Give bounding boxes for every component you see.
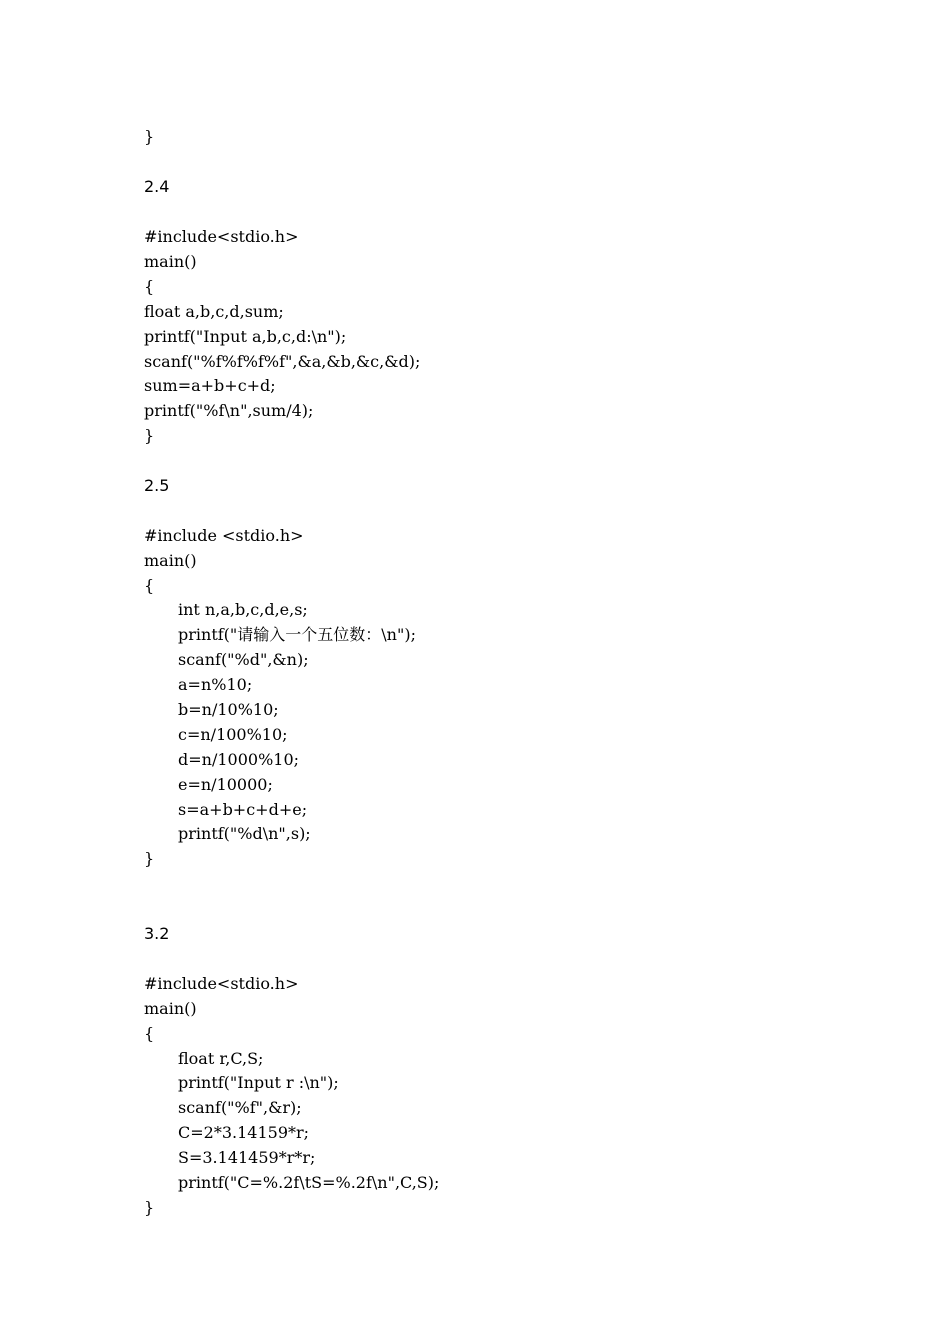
code-line: #include<stdio.h>: [144, 974, 299, 993]
section-heading: 3.2: [144, 924, 170, 943]
code-line: sum=a+b+c+d;: [144, 376, 276, 395]
code-line: {: [144, 1024, 155, 1043]
code-line: {: [144, 576, 155, 595]
code-line: printf("请输入一个五位数：\n");: [178, 625, 416, 644]
code-line: printf("%d\n",s);: [178, 824, 311, 843]
code-line: #include <stdio.h>: [144, 526, 304, 545]
code-line: int n,a,b,c,d,e,s;: [178, 600, 308, 619]
section-heading: 2.4: [144, 177, 170, 196]
code-line: main(): [144, 551, 197, 570]
code-line: printf("Input r :\n");: [178, 1073, 339, 1092]
code-line: C=2*3.14159*r;: [178, 1123, 310, 1142]
code-line: S=3.141459*r*r;: [178, 1148, 316, 1167]
code-line: e=n/10000;: [178, 775, 273, 794]
code-line: }: [144, 127, 155, 146]
code-line: }: [144, 1198, 155, 1217]
code-line: }: [144, 426, 155, 445]
code-line: printf("%f\n",sum/4);: [144, 401, 314, 420]
code-line: c=n/100%10;: [178, 725, 288, 744]
code-line: main(): [144, 999, 197, 1018]
code-line: float r,C,S;: [178, 1049, 264, 1068]
code-line: a=n%10;: [178, 675, 253, 694]
code-line: s=a+b+c+d+e;: [178, 800, 308, 819]
code-line: scanf("%f",&r);: [178, 1098, 302, 1117]
code-line: main(): [144, 252, 197, 271]
code-line: float a,b,c,d,sum;: [144, 302, 284, 321]
section-heading: 2.5: [144, 476, 170, 495]
code-line: {: [144, 277, 155, 296]
code-line: d=n/1000%10;: [178, 750, 300, 769]
code-line: b=n/10%10;: [178, 700, 279, 719]
code-line: #include<stdio.h>: [144, 227, 299, 246]
code-line: }: [144, 849, 155, 868]
code-line: scanf("%d",&n);: [178, 650, 309, 669]
code-line: scanf("%f%f%f%f",&a,&b,&c,&d);: [144, 352, 421, 371]
code-line: printf("C=%.2f\tS=%.2f\n",C,S);: [178, 1173, 440, 1192]
code-line: printf("Input a,b,c,d:\n");: [144, 327, 347, 346]
